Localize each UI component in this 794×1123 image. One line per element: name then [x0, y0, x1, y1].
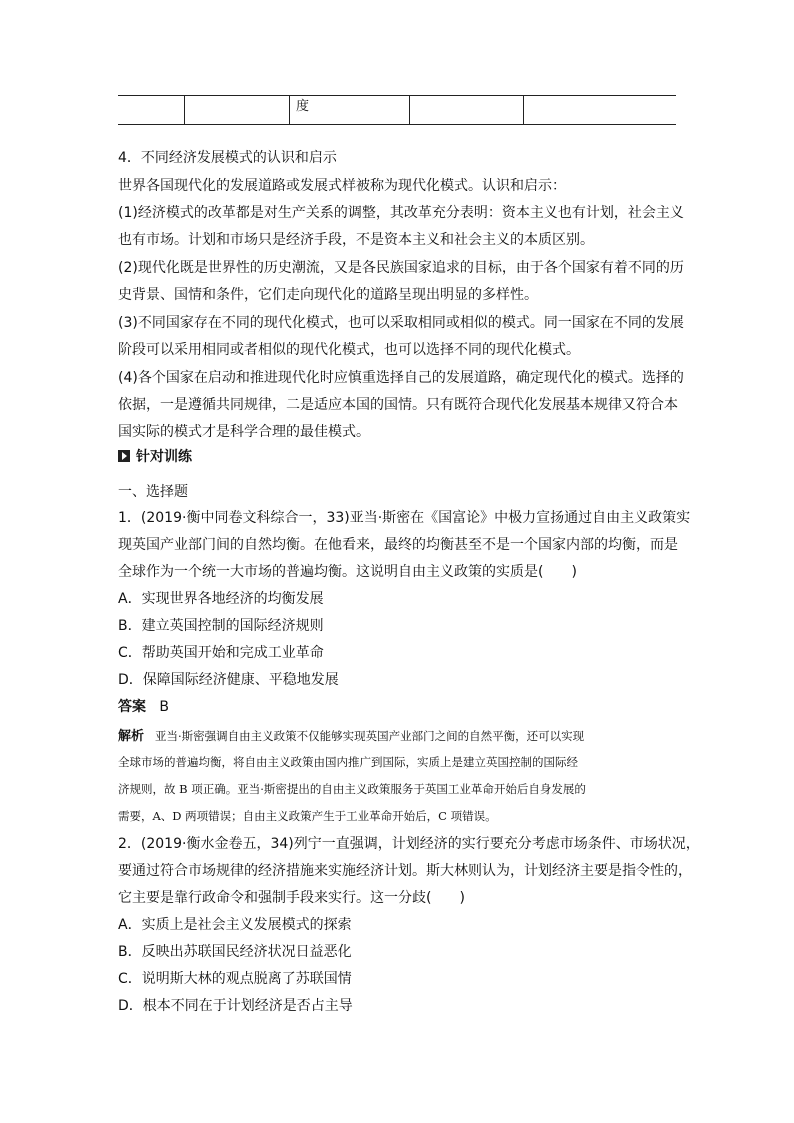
paragraph-line: 依据，一是遵循共同规律，二是适应本国的国情。只有既符合现代化发展基本规律又符合本 [118, 397, 678, 413]
paragraph-line: 阶段可以采用相同或者相似的现代化模式，也可以选择不同的现代化模式。 [118, 342, 580, 358]
option-a: A．实现世界各地经济的均衡发展 [118, 591, 324, 607]
analysis-line [118, 726, 584, 747]
paragraph-line: 也有市场。计划和市场只是经济手段，不是资本主义和社会主义的本质区别。 [118, 232, 594, 248]
question-line: 1．(2019·衡中同卷文科综合一，33)亚当·斯密在《国富论》中极力宣扬通过自由主义政策实 [118, 510, 691, 526]
paragraph-line: (2)现代化既是世界性的历史潮流，又是各民族国家追求的目标，由于各个国家有着不同的历 [118, 260, 684, 276]
question-line: 2．(2019·衡水金卷五，34)列宁一直强调，计划经济的实行要充分考虑市场条件、市场状况， [118, 836, 700, 852]
option-d: D．保障国际经济健康、平稳地发展 [118, 672, 339, 688]
analysis-line: 济规则，故 B 项正确。亚当·斯密提出的自由主义政策服务于英国工业革命开始后自身发展的 [118, 782, 586, 796]
paragraph-line: (1)经济模式的改革都是对生产关系的调整，其改革充分表明：资本主义也有计划，社会主义 [118, 205, 684, 221]
paragraph-line: 世界各国现代化的发展道路或发展式样被称为现代化模式。认识和启示： [118, 178, 566, 194]
table-cell [184, 96, 289, 124]
option-b: B．建立英国控制的国际经济规则 [118, 618, 324, 634]
section-heading: 4．不同经济发展模式的认识和启示 [118, 150, 337, 166]
paragraph-line: (4)各个国家在启动和推进现代化时应慎重选择自己的发展道路，确定现代化的模式。选择的 [118, 370, 684, 386]
option-d: D．根本不同在于计划经济是否占主导 [118, 998, 353, 1014]
analysis-line: 全球市场的普遍均衡，将自由主义政策由国内推广到国际，实质上是建立英国控制的国际经 [118, 755, 578, 769]
option-c: C．帮助英国开始和完成工业革命 [118, 645, 324, 661]
table-cell [523, 96, 676, 124]
paragraph-line: (3)不同国家存在不同的现代化模式，也可以采取相同或相似的模式。同一国家在不同的发展 [118, 315, 684, 331]
practice-title-text: 针对训练 [136, 449, 192, 465]
play-marker-icon [118, 450, 130, 462]
option-a: A．实质上是社会主义发展模式的探索 [118, 917, 352, 933]
analysis-line: 需要，A、D 两项错误；自由主义政策产生于工业革命开始后，C 项错误。 [118, 809, 497, 823]
question-line: 全球作为一个统一大市场的普遍均衡。这说明自由主义政策的实质是( ) [118, 564, 577, 580]
analysis-label: 解析 [118, 729, 145, 744]
paragraph-line: 史背景、国情和条件，它们走向现代化的道路呈现出明显的多样性。 [118, 287, 538, 303]
practice-title [118, 446, 192, 464]
question-line: 它主要是靠行政命令和强制手段来实行。这一分歧( ) [118, 890, 465, 906]
paragraph-line: 国实际的模式才是科学合理的最佳模式。 [118, 424, 370, 440]
table-cell [409, 96, 523, 124]
answer-value: B [159, 699, 169, 715]
table-fragment [118, 95, 676, 125]
table-cell: 度 [289, 96, 409, 124]
option-b: B．反映出苏联国民经济状况日益恶化 [118, 944, 352, 960]
part-heading: 一、选择题 [118, 484, 188, 500]
option-c: C．说明斯大林的观点脱离了苏联国情 [118, 971, 352, 987]
answer-line [118, 697, 169, 717]
answer-label: 答案 [118, 699, 146, 715]
analysis-text: 亚当·斯密强调自由主义政策不仅能够实现英国产业部门之间的自然平衡，还可以实现 [154, 729, 585, 743]
question-line: 要通过符合市场规律的经济措施来实施经济计划。斯大林则认为，计划经济主要是指令性的， [118, 863, 692, 879]
question-line: 现英国产业部门间的自然均衡。在他看来，最终的均衡甚至不是一个国家内部的均衡，而是 [118, 537, 678, 553]
